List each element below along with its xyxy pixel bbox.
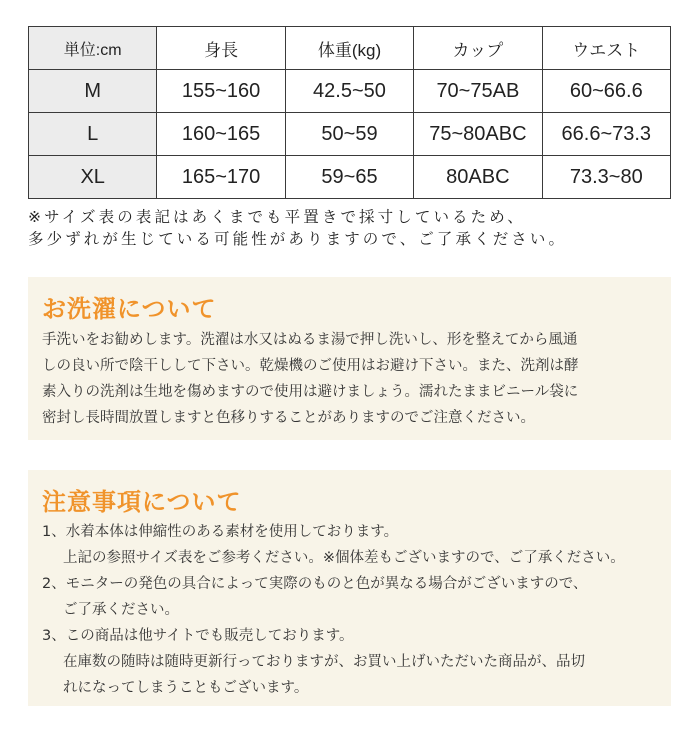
table-cell: 50~59	[285, 113, 413, 156]
size-label: L	[29, 113, 157, 156]
table-cell: 60~66.6	[542, 70, 670, 113]
table-cell: 59~65	[285, 156, 413, 199]
size-table-header-weight: 体重(kg)	[285, 27, 413, 70]
caution-section	[28, 470, 671, 706]
caution-item-2-detail: ご了承ください。	[63, 602, 179, 618]
washing-line: 手洗いをお勧めします。洗濯は水又はぬるま湯で押し洗いし、形を整えてから風通	[42, 332, 578, 348]
table-cell: 165~170	[157, 156, 285, 199]
table-row	[29, 113, 671, 156]
table-cell: 42.5~50	[285, 70, 413, 113]
size-table	[28, 26, 671, 199]
size-note-line: ※サイズ表の表記はあくまでも平置きで採寸しているため、	[28, 208, 526, 226]
table-cell: 155~160	[157, 70, 285, 113]
caution-item-3-detail: 在庫数の随時は随時更新行っておりますが、お買い上げいただいた商品が、品切	[63, 654, 585, 670]
caution-list	[42, 519, 672, 701]
caution-item-1-detail: 上記の参照サイズ表をご参考ください。※個体差もございますので、ご了承ください。	[63, 550, 625, 566]
washing-line: しの良い所で陰干しして下さい。乾燥機のご使用はお避け下さい。また、洗剤は酵	[42, 358, 579, 374]
caution-item-3: 3、この商品は他サイトでも販売しております。	[42, 628, 354, 644]
washing-text	[42, 327, 672, 431]
table-row	[29, 156, 671, 199]
washing-line: 密封し長時間放置しますと色移りすることがありますのでご注意ください。	[42, 410, 535, 426]
size-table-header-row	[29, 27, 671, 70]
table-cell: 160~165	[157, 113, 285, 156]
caution-title: 注意事項について	[42, 488, 242, 516]
table-cell: 66.6~73.3	[542, 113, 670, 156]
size-table-header-height: 身長	[157, 27, 285, 70]
washing-title: お洗濯について	[42, 295, 217, 323]
table-row	[29, 70, 671, 113]
size-table-header-waist: ウエスト	[542, 27, 670, 70]
size-table-header-cup: カップ	[414, 27, 542, 70]
table-cell: 80ABC	[414, 156, 542, 199]
size-note-line: 多少ずれが生じている可能性がありますので、ご了承ください。	[28, 230, 568, 248]
washing-line: 素入りの洗剤は生地を傷めますので使用は避けましょう。濡れたままビニール袋に	[42, 384, 579, 400]
size-note	[28, 206, 688, 250]
caution-item-2: 2、モニターの発色の具合によって実際のものと色が異なる場合がございますので、	[42, 576, 588, 592]
table-cell: 75~80ABC	[414, 113, 542, 156]
size-label: M	[29, 70, 157, 113]
caution-item-3-detail: れになってしまうこともございます。	[63, 680, 309, 696]
table-cell: 73.3~80	[542, 156, 670, 199]
size-label: XL	[29, 156, 157, 199]
table-cell: 70~75AB	[414, 70, 542, 113]
size-table-unit-header: 単位:cm	[29, 27, 157, 70]
washing-section	[28, 277, 671, 440]
caution-item-1: 1、水着本体は伸縮性のある素材を使用しております。	[42, 524, 399, 540]
